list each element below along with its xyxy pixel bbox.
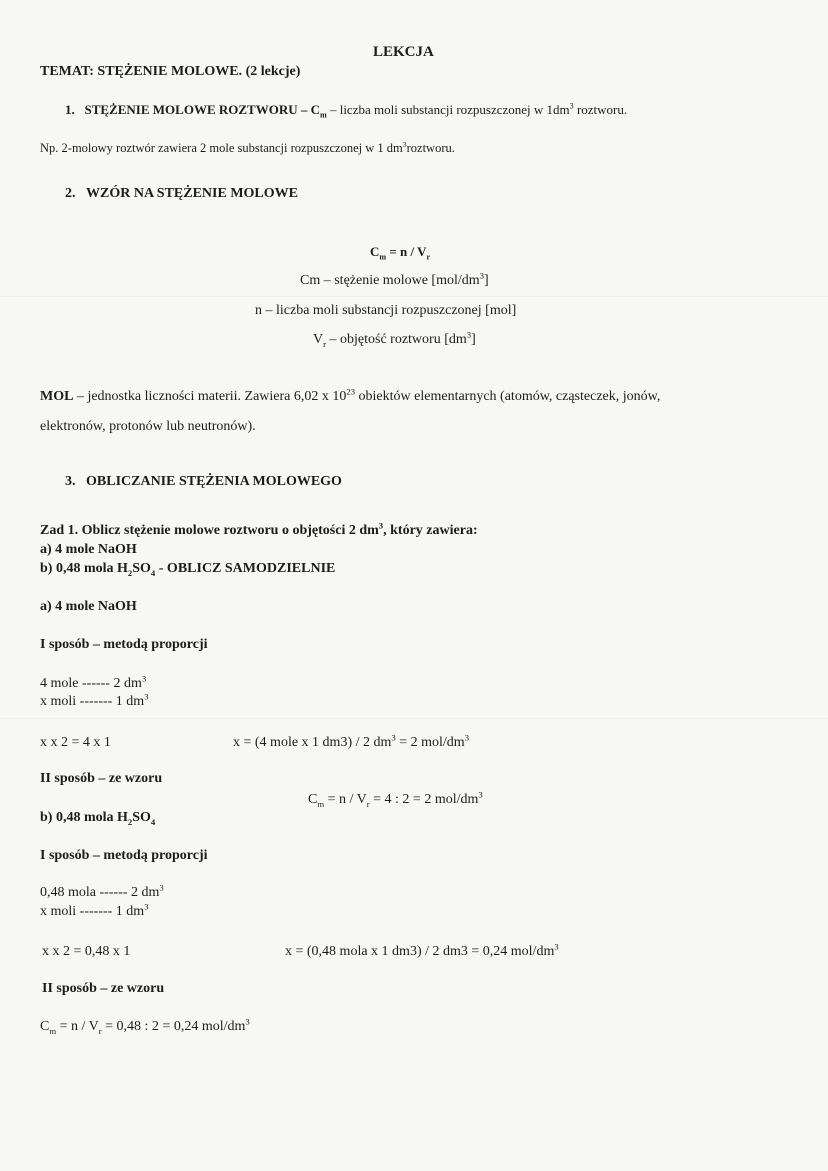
part-b-formula-c: C	[40, 1019, 50, 1034]
section-2-number: 2.	[65, 186, 76, 201]
part-a-heading: a) 4 mole NaOH	[40, 599, 137, 614]
part-a-proportion1	[40, 673, 147, 691]
mol-text2: obiektów elementarnych (atomów, cząsteczek, jonów,	[355, 389, 661, 404]
legend-vr-sub: r	[323, 338, 327, 349]
section-1-definition-sup: 3	[569, 101, 574, 111]
legend-vr-sup: 3	[466, 329, 472, 340]
task-b-end: - OBLICZ SAMODZIELNIE	[155, 561, 336, 576]
formula-main	[370, 244, 431, 262]
formula-main-mid: = n / V	[386, 244, 427, 259]
part-b-heading-sub1: 2	[127, 816, 133, 827]
task-b	[40, 562, 335, 576]
part-b-p1-text: 0,48 mola ------ 2 dm	[40, 885, 160, 900]
part-a-p2-text: x moli ------- 1 dm	[40, 694, 145, 709]
part-b-p2-sup: 3	[144, 901, 149, 912]
part-a-p1-text: 4 mole ------ 2 dm	[40, 676, 142, 691]
legend-vr-end: ]	[471, 332, 476, 347]
part-a-formula-mid: = n / V	[324, 792, 367, 807]
mol-label: MOL	[40, 389, 74, 404]
part-b-heading-mid: SO	[132, 810, 151, 825]
mol-text: – jednostka liczności materii. Zawiera 6,02 x 10	[73, 389, 347, 404]
part-b-formula	[40, 1016, 250, 1036]
part-a-method2: II sposób – ze wzoru	[40, 771, 163, 786]
part-a-formula-end: = 4 : 2 = 2 mol/dm	[369, 792, 479, 807]
task-question-end: , który zawiera:	[383, 523, 478, 538]
section-3-number: 3.	[65, 474, 76, 489]
part-a-formula-c-sub: m	[317, 798, 325, 809]
part-b-p2-text: x moli ------- 1 dm	[40, 904, 145, 919]
mol-definition-line1	[40, 386, 661, 404]
mol-definition-line2: elektronów, protonów lub neutronów).	[40, 419, 256, 434]
task-a: a) 4 mole NaOH	[40, 542, 137, 557]
part-b-heading-pre: b) 0,48 mola H	[40, 810, 128, 825]
part-b-formula-end: = 0,48 : 2 = 0,24 mol/dm	[101, 1019, 246, 1034]
legend-cm-text: Cm – stężenie molowe [mol/dm	[300, 273, 480, 288]
part-b-formula-c-sub: m	[49, 1025, 57, 1036]
formula-main-v-sub: r	[426, 252, 431, 262]
task-b-sub2: 4	[150, 567, 156, 578]
example-line	[40, 139, 455, 155]
section-1-definition: – liczba moli substancji rozpuszczonej w 1dm	[326, 102, 570, 117]
legend-vr-v: V	[313, 332, 324, 347]
legend-n: n – liczba moli substancji rozpuszczonej [mol]	[255, 303, 517, 318]
part-b-formula-sup: 3	[245, 1016, 250, 1027]
section-1-title: STĘŻENIE MOLOWE ROZTWORU – C	[84, 102, 320, 117]
part-b-proportion2	[40, 901, 149, 919]
part-b-heading-sub2: 4	[150, 816, 156, 827]
lesson-header: LEKCJA	[373, 44, 434, 60]
task-b-sub1: 2	[127, 567, 133, 578]
part-b-formula-v-sub: r	[98, 1025, 102, 1036]
section-2-title: WZÓR NA STĘŻENIE MOLOWE	[86, 186, 298, 201]
part-a-formula-c: C	[308, 792, 318, 807]
part-a-equation: x x 2 = 4 x 1	[40, 735, 111, 750]
part-a-formula-v-sub: r	[366, 798, 370, 809]
section-1-definition-end: roztworu.	[573, 102, 628, 117]
part-a-formula	[308, 789, 483, 809]
example-text: Np. 2-molowy roztwór zawiera 2 mole substancji rozpuszczonej w 1 dm	[40, 141, 403, 155]
section-1-title-sub: m	[320, 110, 327, 120]
part-b-equation: x x 2 = 0,48 x 1	[42, 944, 131, 959]
legend-vr	[313, 329, 476, 349]
part-b-method2: II sposób – ze wzoru	[42, 981, 165, 996]
mol-sup: 23	[346, 386, 356, 397]
part-a-method1: I sposób – metodą proporcji	[40, 637, 208, 652]
example-sup: 3	[402, 139, 407, 149]
part-b-result-sup: 3	[554, 941, 559, 952]
part-a-result-text: x = (4 mole x 1 dm3) / 2 dm	[233, 735, 392, 750]
task-question-sup: 3	[378, 520, 384, 531]
part-b-result-text: x = (0,48 mola x 1 dm3) / 2 dm3 = 0,24 mol/dm	[285, 944, 555, 959]
part-b-formula-mid: = n / V	[56, 1019, 99, 1034]
part-a-p2-sup: 3	[144, 691, 149, 702]
part-b-p1-sup: 3	[159, 882, 164, 893]
section-2-heading	[65, 187, 298, 201]
section-3-heading	[65, 475, 342, 489]
part-b-heading	[40, 811, 155, 825]
part-b-result	[285, 941, 559, 959]
part-b-proportion1	[40, 882, 164, 900]
section-3-title: OBLICZANIE STĘŻENIA MOLOWEGO	[86, 474, 342, 489]
task-b-mid: SO	[132, 561, 151, 576]
example-end: roztworu.	[406, 141, 455, 155]
legend-vr-text: – objętość roztworu [dm	[326, 332, 467, 347]
task-question-text: Zad 1. Oblicz stężenie molowe roztworu o objętości 2 dm	[40, 523, 379, 538]
part-a-result-sup2: 3	[464, 732, 470, 743]
part-a-result	[233, 732, 470, 750]
part-a-result-mid: = 2 mol/dm	[395, 735, 465, 750]
formula-main-c: C	[370, 244, 380, 259]
task-b-pre: b) 0,48 mola H	[40, 561, 128, 576]
part-a-proportion2	[40, 691, 149, 709]
task-question	[40, 520, 478, 538]
part-a-result-sup1: 3	[391, 732, 396, 743]
legend-cm-end: ]	[483, 273, 489, 288]
section-1-heading	[65, 101, 628, 120]
part-a-formula-sup: 3	[478, 789, 483, 800]
part-a-p1-sup: 3	[141, 673, 147, 684]
formula-main-c-sub: m	[379, 252, 387, 262]
legend-cm-sup: 3	[479, 270, 484, 281]
section-1-number: 1.	[65, 102, 75, 117]
topic-title: TEMAT: STĘŻENIE MOLOWE. (2 lekcje)	[40, 64, 301, 79]
part-b-method1: I sposób – metodą proporcji	[40, 848, 208, 863]
legend-cm	[300, 270, 489, 288]
